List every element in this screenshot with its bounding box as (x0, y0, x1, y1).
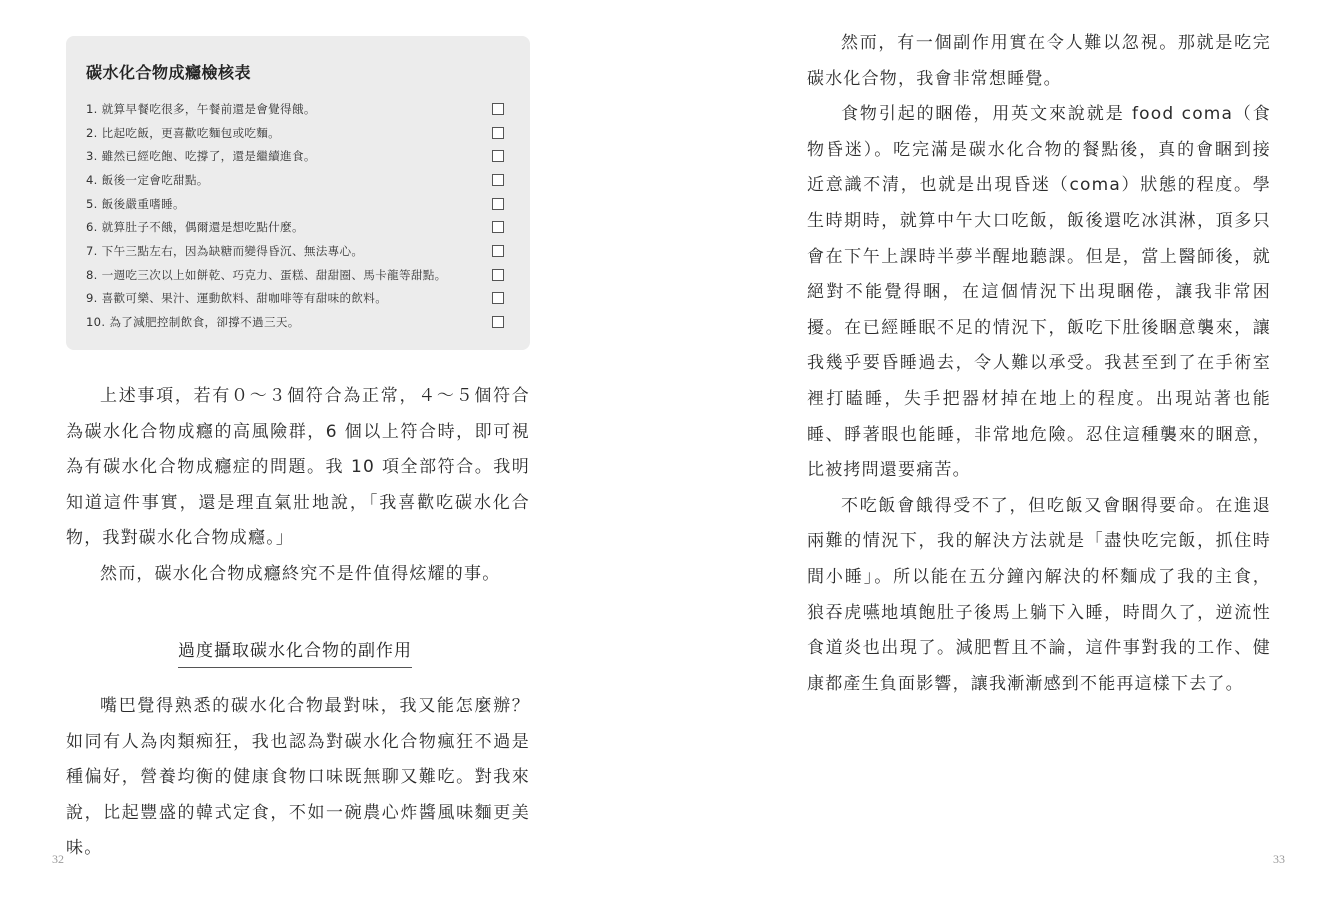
checklist-item-label: 3. 雖然已經吃飽、吃撐了，還是繼續進食。 (86, 149, 316, 164)
checklist-item-label: 4. 飯後一定會吃甜點。 (86, 172, 209, 187)
checkbox[interactable] (492, 127, 504, 139)
checklist-item (86, 97, 504, 121)
checklist-item-label: 10. 為了減肥控制飲食，卻撐不過三天。 (86, 315, 300, 330)
paragraph: 不吃飯會餓得受不了，但吃飯又會睏得要命。在進退兩難的情況下，我的解決方法就是「盡快吃完飯，抓住時間小睡」。所以能在五分鐘內解決的杯麵成了我的主食，狼吞虎嚥地填飽肚子後馬上躺下入睡，時間久了，逆流性食道炎也出現了。減肥暫且不論，這件事對我的工作、健康都產生負面影響，讓我漸漸感到不能再這樣下去了。 (807, 495, 1271, 694)
checklist-item (86, 192, 504, 216)
paragraph: 然而，有一個副作用實在令人難以忽視。那就是吃完碳水化合物，我會非常想睡覺。 (807, 33, 1271, 89)
body-text-block (66, 689, 530, 867)
checklist-item-label: 9. 喜歡可樂、果汁、運動飲料、甜咖啡等有甜味的飲料。 (86, 291, 388, 306)
body-text-block (66, 379, 530, 593)
checklist-item (86, 263, 504, 287)
checklist-item (86, 215, 504, 239)
checklist-box (66, 36, 530, 350)
section-heading: 過度攝取碳水化合物的副作用 (178, 636, 412, 668)
checklist-item-label: 1. 就算早餐吃很多，午餐前還是會覺得餓。 (86, 101, 316, 116)
checkbox[interactable] (492, 174, 504, 186)
right-page (668, 0, 1337, 900)
checklist-item (86, 168, 504, 192)
checklist-item-label: 8. 一週吃三次以上如餅乾、巧克力、蛋糕、甜甜圈、馬卡龍等甜點。 (86, 267, 447, 282)
checkbox[interactable] (492, 245, 504, 257)
page-number: 33 (1273, 852, 1285, 866)
checkbox[interactable] (492, 221, 504, 233)
checkbox[interactable] (492, 198, 504, 210)
paragraph: 然而，碳水化合物成癮終究不是件值得炫耀的事。 (100, 563, 501, 584)
paragraph: 食物引起的睏倦，用英文來說就是 food coma（食物昏迷）。吃完滿是碳水化合物的餐點後，真的會睏到接近意識不清，也就是出現昏迷（coma）狀態的程度。學生時期時，就算中午大口吃飯，飯後還吃冰淇淋，頂多只會在下午上課時半夢半醒地聽課。但是，當上醫師後，就絕對不能覺得睏，在這個情況下出現睏倦，讓我非常困擾。在已經睡眠不足的情況下，飯吃下肚後睏意襲來，讓我幾乎要昏睡過去，令人難以承受。我甚至到了在手術室裡打瞌睡，失手把器材掉在地上的程度。出現站著也能睡、睜著眼也能睡，非常地危險。忍住這種襲來的睏意，比被拷問還要痛苦。 (807, 104, 1271, 481)
paragraph: 上述事項，若有０～３個符合為正常，４～５個符合為碳水化合物成癮的高風險群，6 個以上符合時，即可視為有碳水化合物成癮症的問題。我 10 項全部符合。我明知道這件事實，還是理直氣壯地說，「我喜歡吃碳水化合物，我對碳水化合物成癮。」 (66, 386, 530, 549)
checklist-item (86, 287, 504, 311)
checklist-item-label: 2. 比起吃飯，更喜歡吃麵包或吃麵。 (86, 125, 281, 140)
checklist-item-label: 6. 就算肚子不餓，偶爾還是想吃點什麼。 (86, 220, 304, 235)
checkbox[interactable] (492, 316, 504, 328)
page-number: 32 (52, 852, 64, 866)
checklist-items (86, 97, 504, 334)
checkbox[interactable] (492, 150, 504, 162)
checklist-item-label: 7. 下午三點左右，因為缺糖而變得昏沉、無法專心。 (86, 243, 364, 258)
checklist-item (86, 239, 504, 263)
checkbox[interactable] (492, 292, 504, 304)
checklist-item (86, 144, 504, 168)
checklist-item (86, 121, 504, 145)
paragraph: 嘴巴覺得熟悉的碳水化合物最對味，我又能怎麼辦？如同有人為肉類痴狂，我也認為對碳水化合物瘋狂不過是種偏好，營養均衡的健康食物口味既無聊又難吃。對我來說，比起豐盛的韓式定食，不如一碗農心炸醬風味麵更美味。 (66, 696, 530, 859)
checkbox[interactable] (492, 103, 504, 115)
checklist-item (86, 310, 504, 334)
checkbox[interactable] (492, 269, 504, 281)
left-page (0, 0, 668, 900)
body-text-block (807, 26, 1271, 702)
checklist-item-label: 5. 飯後嚴重嗜睡。 (86, 196, 185, 211)
checklist-title: 碳水化合物成癮檢核表 (86, 63, 252, 82)
